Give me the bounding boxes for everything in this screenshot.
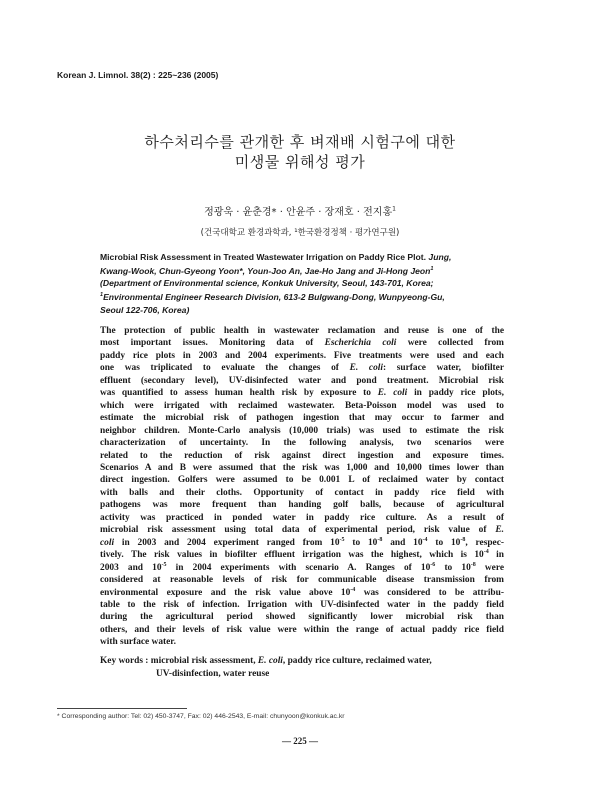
english-authors xyxy=(100,263,502,277)
abstract-line: activity was practiced in ponded water in paddy rice culture. As a result of xyxy=(100,512,504,523)
affiliation-marker: 1 xyxy=(430,266,434,273)
footnote-divider xyxy=(57,708,187,709)
abstract-line: one was triplicated to evaluate the changes of E. coli: surface water, biofilter xyxy=(100,363,504,374)
keywords-line-2: UV-disinfection, water reuse xyxy=(156,669,270,679)
korean-title-line: 하수처리수를 관개한 후 벼재배 시험구에 대한 xyxy=(144,133,456,151)
abstract-line: table to the risk of infection. Irrigation with UV-disinfected water in the paddy field xyxy=(100,599,504,610)
abstract-line: direct ingestion. Golfers were assumed to be 0.001 L of reclaimed water by contact xyxy=(100,475,504,486)
abstract-line: with balls and their cloths. Opportunity of contact in paddy rice field with xyxy=(100,487,504,498)
keywords-text-a: microbial risk assessment, xyxy=(150,656,256,666)
english-affiliation-2-text: Environmental Engineer Research Division, 613-2 Bulgwang-Dong, Wunpyeong-Gu, xyxy=(103,292,445,303)
keywords-text-italic: E. coli xyxy=(257,656,283,666)
abstract xyxy=(100,325,504,649)
keywords xyxy=(100,655,504,681)
english-affiliation-1: (Department of Environmental science, Konkuk University, Seoul, 143-701, Korea; xyxy=(100,278,434,289)
abstract-line: coli in 2003 and 2004 experiment ranged from $10^{-5}$ to $10^{-8}$ and $10^{-4}$ to $10^{-8}$, respec- xyxy=(100,536,505,548)
abstract-line: effluent (secondary level), UV-disinfected water and pond treatment. Microbial risk xyxy=(100,375,504,386)
abstract-line: most important issues. Monitoring data of Escherichia coli were collected from xyxy=(100,338,504,349)
english-first-author: Jung, xyxy=(428,252,452,262)
abstract-line: The protection of public health in wastewater reclamation and reuse is one of the xyxy=(100,326,504,336)
journal-citation: Korean J. Limnol. 38(2) : 225~236 (2005) xyxy=(57,70,219,80)
abstract-line: neighbor children. Monte-Carlo analysis (10,000 trials) was used to estimate the risk xyxy=(100,425,504,436)
abstract-line: others, and their levels of risk value were within the range of actual paddy rice field xyxy=(100,624,504,635)
english-affiliation-2 xyxy=(100,289,502,303)
abstract-line: Scenarios A and B were assumed that the risk was 1,000 and 10,000 times lower than xyxy=(100,462,504,473)
korean-title-line: 미생물 위해성 평가 xyxy=(234,153,366,171)
affiliation-marker: 1 xyxy=(100,292,104,299)
abstract-line: microbial risk assessment using total data of experimental period, risk value of E. xyxy=(100,525,504,536)
affiliation-marker: 1 xyxy=(392,205,396,213)
korean-authors xyxy=(0,203,600,218)
page-number: — 225 — xyxy=(282,736,318,746)
abstract-line: characterization of uncertainty. In the following analysis, two scenarios were xyxy=(100,438,504,449)
english-affiliation-3: Seoul 122-706, Korea) xyxy=(100,304,190,315)
abstract-line: 2003 and $10^{-5}$ in 2004 experiments with scenario A. Ranges of $10^{-6}$ to $10^{-8}$ were xyxy=(100,561,504,573)
abstract-line: tively. The risk values in biofilter effluent irrigation was the highest, which is $10^{-4}$ in xyxy=(100,549,504,561)
korean-author-names: 정광욱 · 윤춘경* · 안윤주 · 장재호 · 전지홍 xyxy=(204,207,393,218)
abstract-line: which were irrigated with reclaimed wastewater. Beta-Poisson model was used to xyxy=(100,400,504,411)
footnote: * Corresponding author: Tel: 02) 450-3747, Fax: 02) 446-2543, E-mail: chunyoon@konkuk.ac.kr xyxy=(57,713,345,720)
english-title: Microbial Risk Assessment in Treated Wastewater Irrigation on Paddy Rice Plot. xyxy=(100,252,427,262)
abstract-line: estimate the microbial risk of pathogen ingestion that may occur to farmer and xyxy=(100,413,504,424)
abstract-line: during the agricultural period showed significantly lower microbial risk than xyxy=(100,612,504,623)
abstract-line: related to the reduction of risk against direct ingestion and exposure times. xyxy=(100,450,504,461)
korean-affiliation: (건국대학교 환경과학과, ¹한국환경정책 · 평가연구원) xyxy=(200,228,400,238)
abstract-line: with surface water. xyxy=(100,637,176,648)
abstract-line: paddy rice plots in 2003 and 2004 experiments. Five treatments were used and each xyxy=(100,350,504,361)
english-header xyxy=(100,251,502,316)
english-author-names: Kwang-Wook, Chun-Gyeong Yoon*, Youn-Joo An, Jae-Ho Jang and Ji-Hong Jeon xyxy=(100,266,431,277)
keywords-label: Key words : xyxy=(100,656,149,666)
abstract-line: environmental exposure and the risk value above $10^{-4}$ was considered to be attribu- xyxy=(100,586,504,598)
abstract-line: considered at reasonable levels of risk for communicable disease transmission from xyxy=(100,575,504,586)
korean-title xyxy=(0,132,600,172)
abstract-line: pathogens was more frequent than handing golf balls, because of agricultural xyxy=(100,500,504,511)
abstract-line: was quantified to assess human health risk by exposure to E. coli in paddy rice plots, xyxy=(100,388,505,399)
keywords-text-b: , paddy rice culture, reclaimed water, xyxy=(282,656,432,666)
english-title-line xyxy=(100,251,502,263)
